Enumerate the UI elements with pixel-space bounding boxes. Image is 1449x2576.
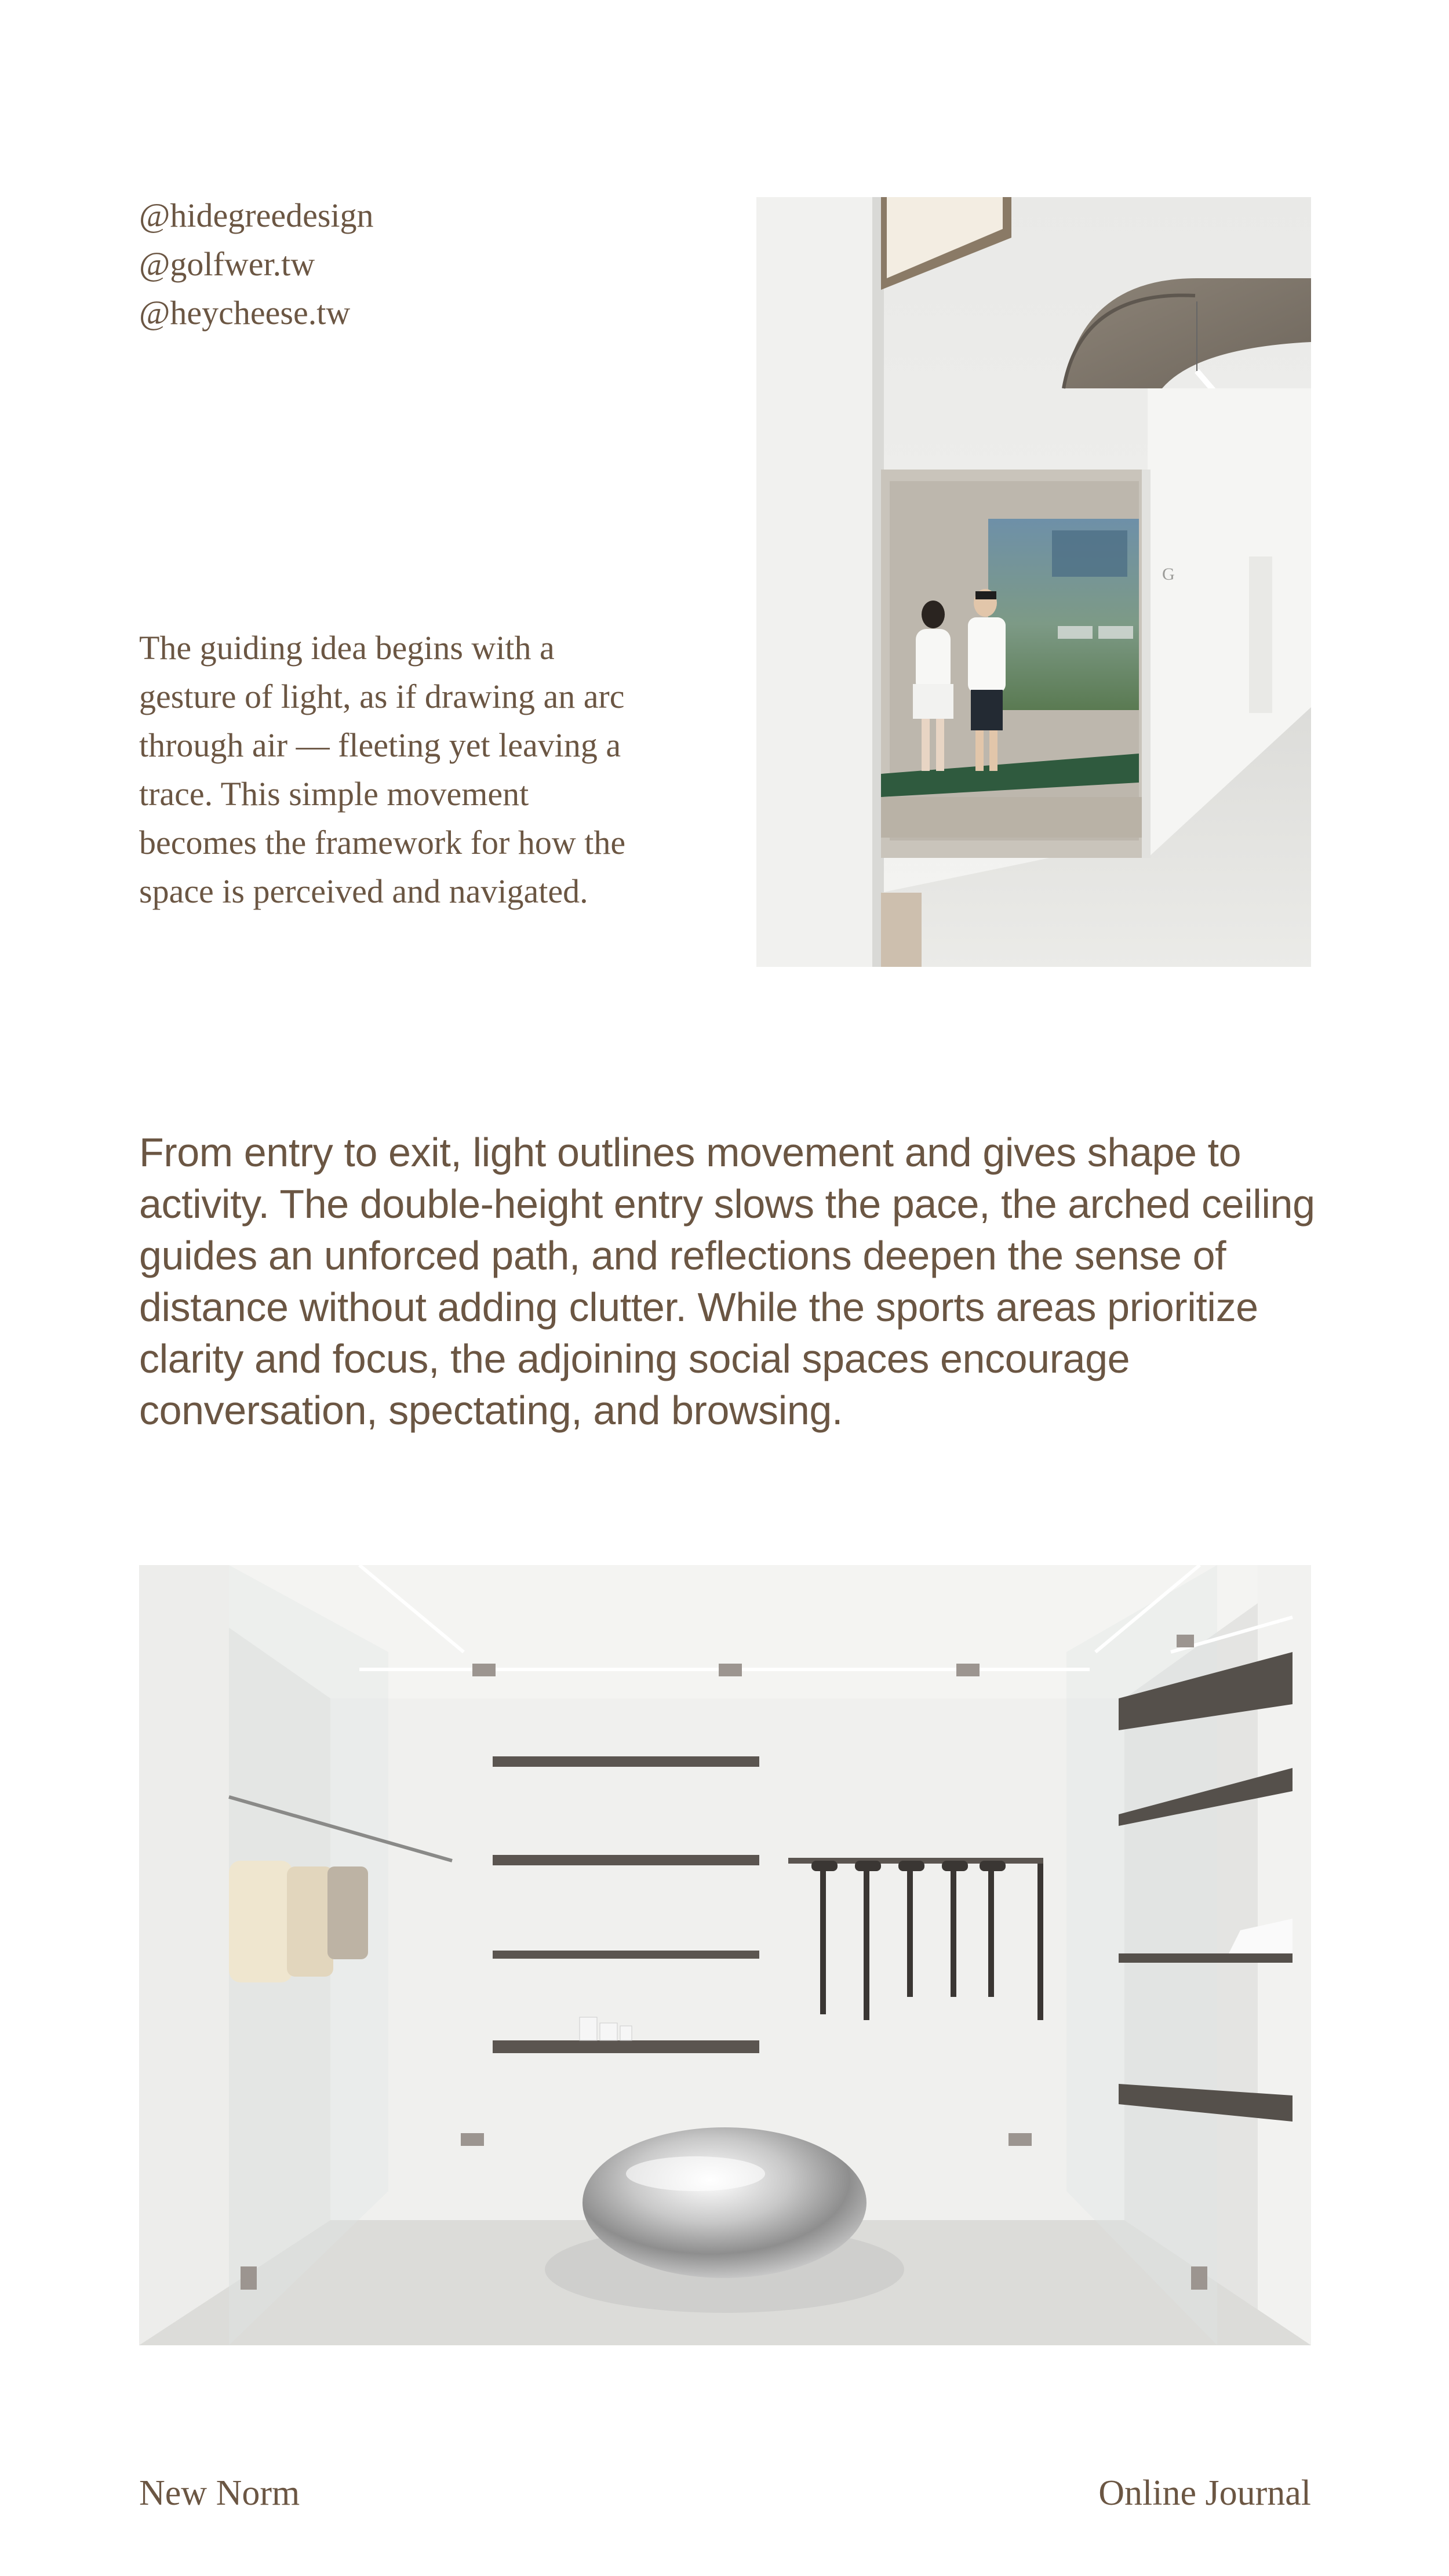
- credit-handle[interactable]: @hidegreedesign: [139, 197, 374, 234]
- intro-paragraph: The guiding idea begins with a gesture of light, as if drawing an arc through air — fleeting yet leaving a trace. This simple movement becomes the framework for how the space is perceived and navigated.: [139, 629, 626, 910]
- svg-text:G: G: [1162, 565, 1175, 584]
- credit-handle[interactable]: @golfwer.tw: [139, 245, 315, 283]
- golf-simulator-photo: [756, 197, 1311, 967]
- showroom-photo: [139, 1565, 1311, 2345]
- credit-handle[interactable]: @heycheese.tw: [139, 294, 351, 332]
- credit-handles: [139, 191, 374, 337]
- body-paragraph: From entry to exit, light outlines movement and gives shape to activity. The double-height entry slows the pace, the arched ceiling guides an unforced path, and reflections deepen the sense of distance without adding clutter. While the sports areas prioritize clarity and focus, the adjoining social spaces encourage conversation, spectating, and browsing.: [139, 1130, 1315, 1433]
- footer-publication-name[interactable]: New Norm: [139, 2473, 300, 2513]
- footer-section-name[interactable]: Online Journal: [1098, 2473, 1311, 2513]
